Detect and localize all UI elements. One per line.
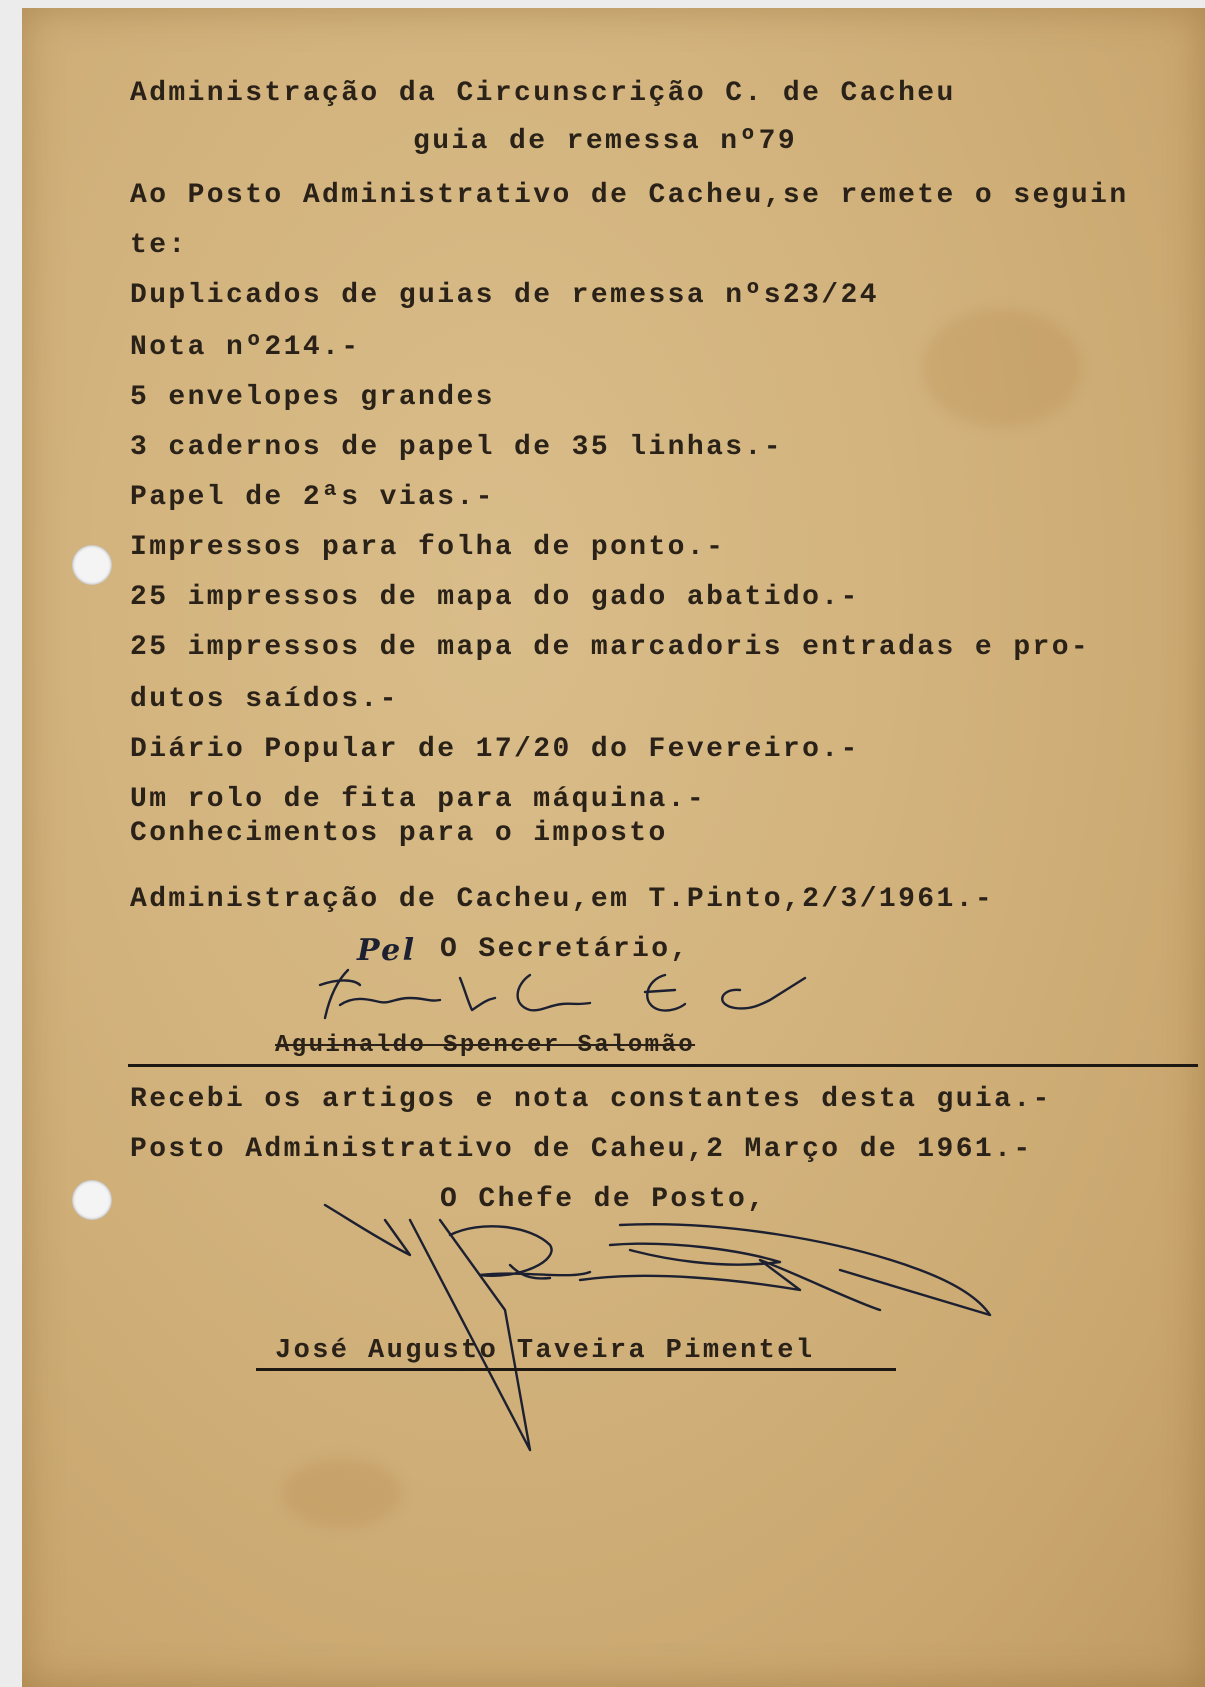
item-line: Impressos para folha de ponto.- <box>130 532 726 563</box>
section-divider <box>128 1064 1198 1067</box>
item-line: dutos saídos.- <box>130 684 399 715</box>
item-line: Duplicados de guias de remessa nºs23/24 <box>130 280 879 311</box>
signature-underline <box>256 1368 896 1371</box>
item-line: 25 impressos de mapa de marcadoris entradas e pro- <box>130 632 1091 663</box>
secretary-role: O Secretário, <box>440 934 690 965</box>
item-line: Um rolo de fita para máquina.- <box>130 784 707 815</box>
item-line: Diário Popular de 17/20 do Fevereiro.- <box>130 734 860 765</box>
item-line: 25 impressos de mapa do gado abatido.- <box>130 582 860 613</box>
item-line: 3 cadernos de papel de 35 linhas.- <box>130 432 783 463</box>
paper-stain <box>922 308 1082 428</box>
intro-line-1: Ao Posto Administrativo de Cacheu,se remete o seguin <box>130 180 1129 211</box>
per-mark: Pel <box>357 933 417 968</box>
header-administration: Administração da Circunscrição C. de Cacheu <box>130 78 956 109</box>
place-date-line: Administração de Cacheu,em T.Pinto,2/3/1961.- <box>130 884 995 915</box>
item-line: Nota nº214.- <box>130 332 361 363</box>
receipt-line-2: Posto Administrativo de Caheu,2 Março de 1961.- <box>130 1134 1033 1165</box>
chief-role: O Chefe de Posto, <box>440 1184 767 1215</box>
guide-number: guia de remessa nº79 <box>413 126 798 157</box>
punch-hole <box>72 1180 112 1220</box>
intro-line-2: te: <box>130 230 188 261</box>
paper-stain <box>282 1458 402 1528</box>
item-line: Conhecimentos para o imposto <box>130 818 668 849</box>
secretary-signature <box>300 960 820 1030</box>
item-line: 5 envelopes grandes <box>130 382 495 413</box>
chief-signature <box>320 1200 1000 1460</box>
item-line: Papel de 2ªs vias.- <box>130 482 495 513</box>
chief-name: José Augusto Taveira Pimentel <box>275 1336 815 1366</box>
struck-name: Aguinaldo Spencer Salomão <box>275 1032 696 1059</box>
receipt-line-1: Recebi os artigos e nota constantes desta guia.- <box>130 1084 1052 1115</box>
punch-hole <box>72 545 112 585</box>
